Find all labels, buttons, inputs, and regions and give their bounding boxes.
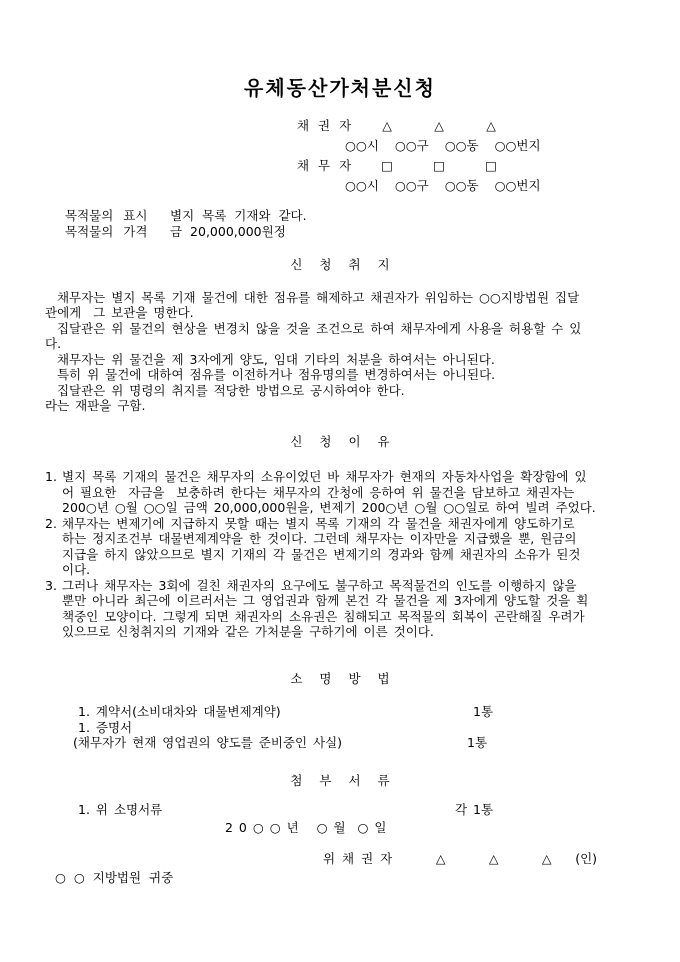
- proof-item: [45, 704, 635, 720]
- purpose-line: 집달관은 위 명령의 취지를 적당한 방법으로 공시하여야 한다.: [45, 382, 405, 398]
- attachment-item-text: 1. 위 소명서류: [78, 802, 163, 817]
- proof-item-text: 1. 증명서: [78, 719, 133, 735]
- purpose-line: 채무자는 별지 목록 기재 물건에 대한 점유를 해제하고 채권자가 위임하는 ○○지방법원 집달: [45, 289, 580, 305]
- reason-line: 어 필요한 자금을 보충하려 한다는 채무자의 간청에 응하여 위 물건을 담보하고 채권자는: [62, 484, 575, 500]
- proof-item: [45, 720, 635, 736]
- reason-line: 그러나 채무자는 3회에 걸친 채권자의 요구에도 불구하고 목적물건의 인도를 이행하지 않을: [62, 577, 577, 593]
- purpose-line: 관에게 그 보관을 명한다.: [45, 305, 194, 320]
- reason-line: 책중인 모양이다. 그렇게 되면 채권자의 소유권은 침해되고 목적물의 회복이 곤란해질 우려가: [62, 608, 585, 624]
- creditor-row: [297, 116, 635, 136]
- reason-line: 뿐만 아니라 최근에 이르러서는 그 영업권과 함께 본건 각 물건을 제 3자에게 양도할 것을 획: [62, 593, 589, 608]
- attachment-item: [45, 802, 635, 818]
- subject-display-label: 목적물의 표시: [65, 208, 148, 223]
- reason-text: [62, 578, 635, 640]
- signature-row: [323, 851, 635, 867]
- reason-number: 2.: [45, 515, 57, 531]
- reason-number: 1.: [45, 469, 57, 484]
- creditor-name-placeholder: △: [434, 118, 444, 133]
- date-line: 2 0 ○ ○ 년 ○ 월 ○ 일: [225, 819, 387, 835]
- debtor-name-placeholders: [361, 156, 517, 176]
- purpose-paragraph: [45, 290, 635, 414]
- court-line: ○ ○ 지방법원 귀중: [55, 869, 174, 885]
- reason-line: 채무자는 변제기에 지급하지 못할 때는 별지 목록 기재의 각 물건을 채권자에게 양도하기로: [62, 515, 575, 531]
- proof-list: [45, 704, 635, 751]
- purpose-line: 채무자는 위 물건을 제 3자에게 양도, 임대 기타의 처분을 하여서는 아니된다.: [45, 351, 495, 367]
- subject-display-row: [65, 208, 635, 224]
- purpose-line: 집달관은 위 물건의 현상을 변경치 않을 것을 조건으로 하여 채무자에게 사용을 허용할 수 있: [45, 320, 582, 336]
- reason-line: 하는 정지조건부 대물변제계약을 한 것이다. 그런데 채무자는 이자만을 지급했을 뿐, 원금의: [62, 531, 577, 546]
- proof-heading: 소 명 방 법: [290, 670, 390, 686]
- subject-price-row: [65, 224, 635, 240]
- creditor-label: 채 권 자: [297, 118, 352, 133]
- reason-line: 이다.: [62, 562, 91, 577]
- proof-item-count: 1통: [467, 735, 488, 750]
- reason-number: 3.: [45, 577, 57, 593]
- proof-item-text: (채무자가 현재 영업권의 양도를 준비중인 사실): [73, 735, 343, 750]
- reason-line: 별지 목록 기재의 물건은 채무자의 소유이었던 바 채무자가 현재의 자동차사업을 확장함에 있: [62, 469, 587, 484]
- creditor-address: ○○시 ○○구 ○○동 ○○번지: [345, 138, 541, 153]
- reasons-list: [45, 469, 635, 640]
- subject-price-label: 목적물의 가격: [65, 223, 148, 239]
- signature-name-placeholder: △: [435, 851, 446, 866]
- seal-placeholder: (인): [575, 851, 598, 866]
- debtor-name-placeholder: □: [433, 158, 445, 173]
- attachments-heading: 첨 부 서 류: [290, 772, 390, 788]
- subject-display-value: 별지 목록 기재와 같다.: [170, 208, 307, 223]
- proof-item-count: 1통: [473, 704, 494, 719]
- signature-name-placeholder: △: [488, 851, 499, 866]
- subject-matter-block: [65, 208, 635, 239]
- reason-line: 200○년 ○월 ○○일 금액 20,000,000원을, 변제기 200○년 ○월 ○○일로 하여 빌려 주었다.: [62, 500, 596, 515]
- reason-item: [45, 516, 635, 578]
- reason-line: 있으므로 신청취지의 기재와 같은 가처분을 구하기에 이른 것이다.: [62, 624, 434, 639]
- debtor-label: 채 무 자: [297, 158, 352, 173]
- creditor-name-placeholder: △: [486, 118, 496, 133]
- document-title: 유체동산가처분신청: [244, 76, 436, 100]
- reason-line: 지급을 하지 않았으므로 별지 기재의 각 물건은 변제기의 경과와 함께 채권자의 소유가 된것: [62, 546, 581, 562]
- proof-item-text: 1. 계약서(소비대차와 대물변제계약): [78, 704, 281, 719]
- debtor-address: ○○시 ○○구 ○○동 ○○번지: [345, 178, 541, 193]
- subject-price-value: 금 20,000,000원정: [170, 223, 286, 239]
- purpose-line: 라는 재판을 구함.: [45, 398, 146, 413]
- purpose-heading: 신 청 취 지: [290, 257, 390, 272]
- parties-block: [297, 116, 635, 196]
- proof-item: [45, 735, 635, 751]
- debtor-name-placeholder: □: [485, 158, 497, 173]
- creditor-name-placeholder: △: [382, 118, 392, 133]
- purpose-line: 특히 위 물건에 대하여 점유를 이전하거나 점유명의를 변경하여서는 아니된다.: [45, 367, 496, 382]
- reason-text: [62, 469, 635, 516]
- debtor-name-placeholder: □: [381, 158, 393, 173]
- reasons-heading: 신 청 이 유: [290, 433, 390, 449]
- attachment-item-count: 각 1통: [455, 802, 494, 817]
- purpose-line: 다.: [45, 336, 62, 351]
- signature-name-placeholders: [414, 851, 573, 867]
- signature-name-placeholder: △: [541, 851, 552, 866]
- creditor-name-placeholders: [361, 116, 517, 136]
- reason-text: [62, 516, 635, 578]
- debtor-row: [297, 156, 635, 176]
- reason-item: [45, 578, 635, 640]
- signature-label: 위 채 권 자: [323, 851, 393, 866]
- reason-item: [45, 469, 635, 516]
